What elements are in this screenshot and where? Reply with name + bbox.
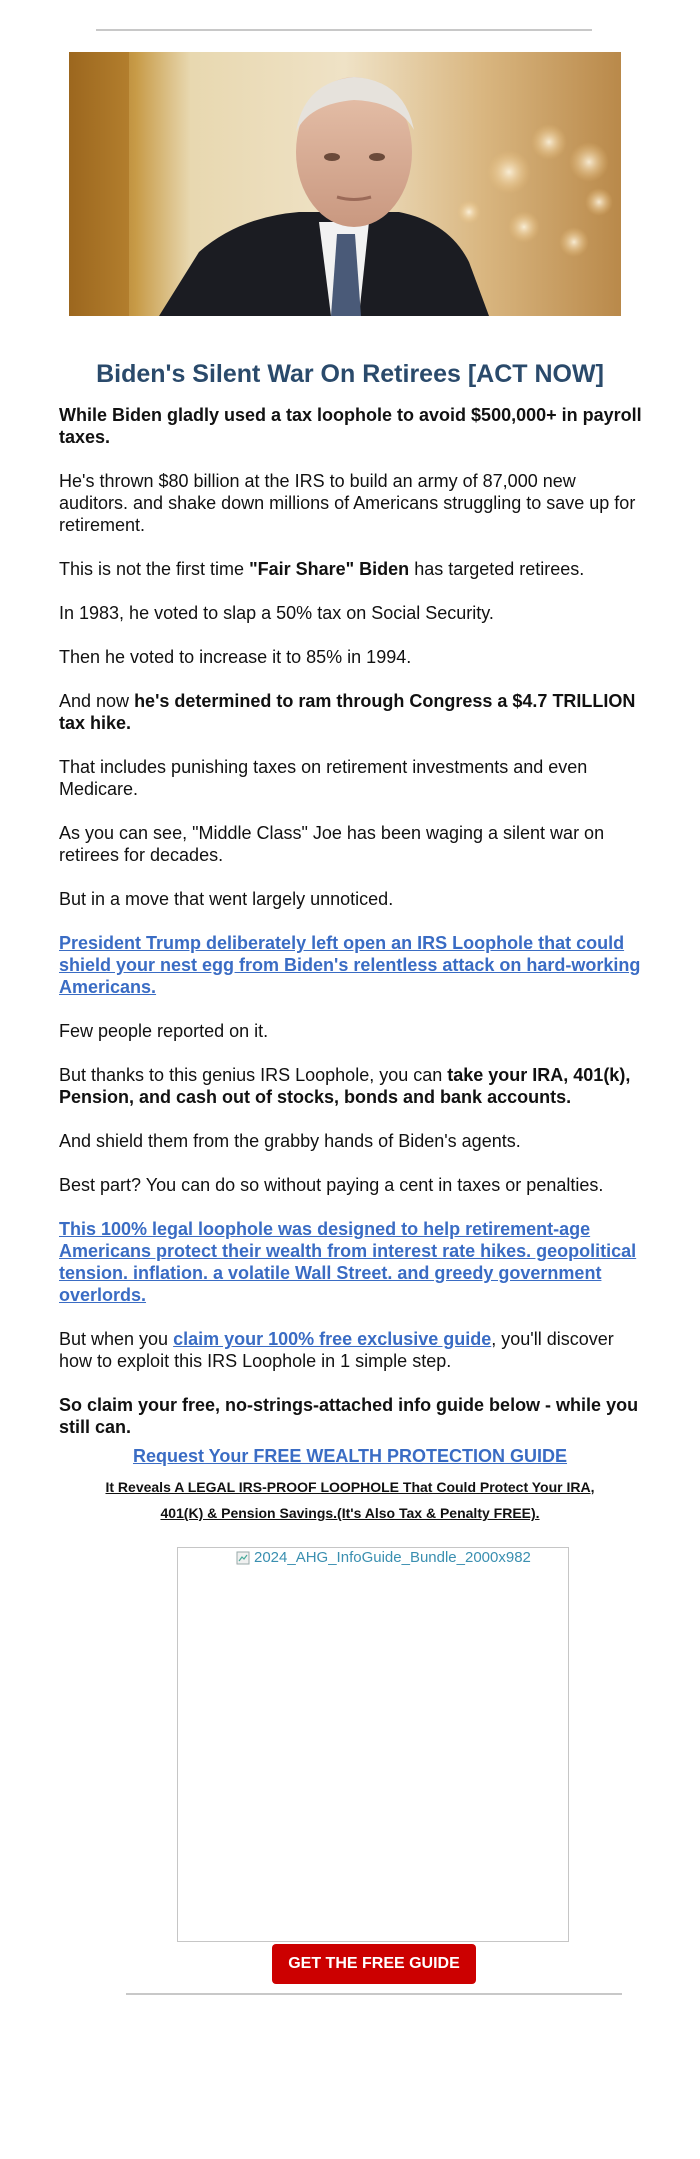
paragraph-17: So claim your free, no-strings-attached info guide below - while you still can. [59,1395,639,1437]
paragraph-11: Few people reported on it. [59,1021,269,1041]
headline: Biden's Silent War On Retirees [ACT NOW] [96,360,604,388]
paragraph-9: But in a move that went largely unnoticed. [59,889,394,909]
paragraph-6: And now he's determined to ram through Congress a $4.7 TRILLION tax hike. [59,691,636,733]
paragraph-8: As you can see, "Middle Class" Joe has been waging a silent war on retirees for decades. [59,823,605,865]
paragraph-7: That includes punishing taxes on retirement investments and even Medicare. [59,757,588,799]
broken-image-icon [236,1551,250,1565]
article-body [59,404,649,1460]
hero-photo [69,52,621,316]
guide-bundle-image[interactable] [177,1547,569,1942]
subheading-line-1: It Reveals A LEGAL IRS-PROOF LOOPHOLE That Could Protect Your IRA, [105,1479,595,1495]
get-free-guide-button[interactable]: GET THE FREE GUIDE [272,1944,476,1984]
paragraph-13: And shield them from the grabby hands of Biden's agents. [59,1131,521,1151]
paragraph-14: Best part? You can do so without paying a cent in taxes or penalties. [59,1175,604,1195]
top-divider [96,29,592,31]
legal-loophole-link[interactable]: This 100% legal loophole was designed to help retirement-age Americans protect their wealth from interest rate hikes. geopolitical tension. inflation. a volatile Wall Street. and greedy government overlords. [59,1219,637,1305]
paragraph-4: In 1983, he voted to slap a 50% tax on Social Security. [59,603,494,623]
image-alt-text: 2024_AHG_InfoGuide_Bundle_2000x982 [254,1549,531,1566]
claim-guide-link[interactable]: claim your 100% free exclusive guide [173,1329,492,1349]
paragraph-1: While Biden gladly used a tax loophole to avoid $500,000+ in payroll taxes. [59,405,642,447]
trump-loophole-link[interactable]: President Trump deliberately left open an IRS Loophole that could shield your nest egg from Biden's relentless attack on hard-working Americans. [59,933,641,997]
paragraph-3: This is not the first time "Fair Share" Biden has targeted retirees. [59,559,585,579]
paragraph-15 [59,1218,649,1306]
paragraph-10 [59,932,649,998]
paragraph-5: Then he voted to increase it to 85% in 1994. [59,647,412,667]
paragraph-2: He's thrown $80 billion at the IRS to build an army of 87,000 new auditors. and shake down millions of Americans struggling to save up for retirement. [59,471,636,535]
subheading-line-2: 401(K) & Pension Savings.(It's Also Tax & Penalty FREE). [160,1505,540,1521]
paragraph-12: But thanks to this genius IRS Loophole, you can take your IRA, 401(k), Pension, and cash out of stocks, bonds and bank accounts. [59,1065,631,1107]
request-guide-heading [0,1446,700,1467]
guide-subheading [0,1474,700,1526]
request-guide-link[interactable]: Request Your FREE WEALTH PROTECTION GUIDE [132,1446,568,1466]
paragraph-16: But when you claim your 100% free exclusive guide, you'll discover how to exploit this IRS Loophole in 1 simple step. [59,1329,614,1371]
bottom-divider [126,1993,622,1995]
